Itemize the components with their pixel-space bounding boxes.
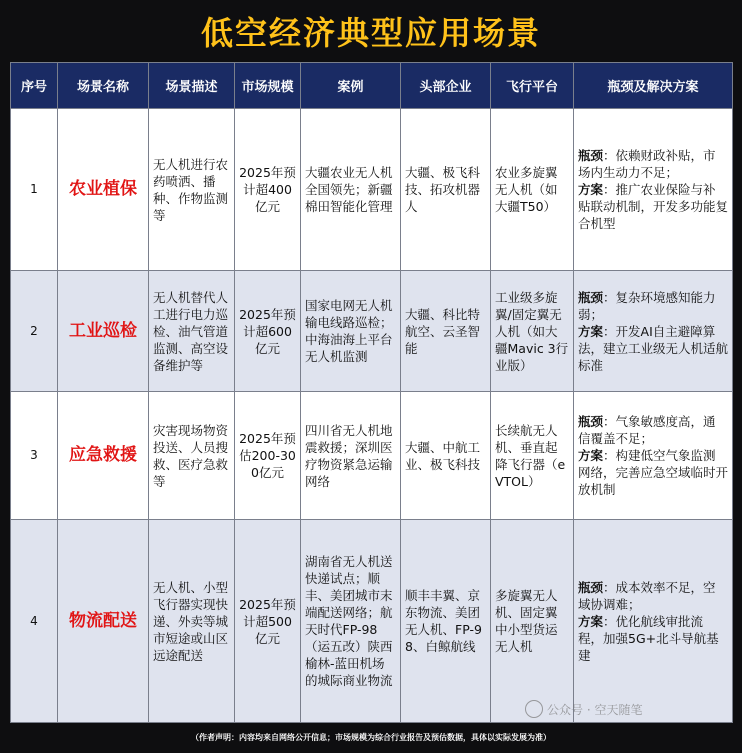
market-size: 2025年预计超500亿元 — [235, 520, 301, 723]
companies: 大疆、科比特航空、云圣智能 — [401, 271, 491, 392]
bottleneck-text: ：气象敏感度高，通信覆盖不足； — [578, 414, 716, 446]
row-index: 3 — [11, 392, 58, 520]
scenario-description: 无人机、小型飞行器实现快递、外卖等城市短途或山区远途配送 — [149, 520, 235, 723]
table-header-row — [11, 63, 733, 109]
watermark-text: 公众号 · 空天随笔 — [547, 702, 643, 717]
scenario-description: 无人机替代人工进行电力巡检、油气管道监测、高空设备维护等 — [149, 271, 235, 392]
solution-text: ：优化航线审批流程，加强5G+北斗导航基建 — [578, 613, 719, 663]
cases: 大疆农业无人机全国领先；新疆棉田智能化管理 — [301, 109, 401, 271]
flight-platform: 多旋翼无人机、固定翼中小型货运无人机 — [491, 520, 574, 723]
bottleneck-solution — [574, 520, 733, 723]
scenario-table — [10, 62, 733, 723]
bottleneck-text: ：复杂环境感知能力弱； — [578, 289, 716, 322]
bottleneck-solution — [574, 271, 733, 392]
scenario-name: 应急救援 — [58, 392, 149, 520]
bottleneck-label: 瓶颈 — [578, 579, 604, 595]
row-index: 1 — [11, 109, 58, 271]
row-index: 2 — [11, 271, 58, 392]
bottleneck-solution — [574, 392, 733, 520]
table-row — [11, 520, 733, 723]
header-market-size: 市场规模 — [235, 63, 301, 109]
companies: 大疆、中航工业、极飞科技 — [401, 392, 491, 520]
cases: 四川省无人机地震救援；深圳医疗物资紧急运输网络 — [301, 392, 401, 520]
flight-platform: 长续航无人机、垂直起降飞行器（eVTOL） — [491, 392, 574, 520]
scenario-name: 物流配送 — [58, 520, 149, 723]
solution-label: 方案 — [578, 613, 604, 629]
flight-platform: 农业多旋翼无人机（如大疆T50） — [491, 109, 574, 271]
bottleneck-solution — [574, 109, 733, 271]
table-row — [11, 271, 733, 392]
header-cases: 案例 — [301, 63, 401, 109]
companies: 顺丰丰翼、京东物流、美团无人机、FP-98、白鲸航线 — [401, 520, 491, 723]
table-row — [11, 109, 733, 271]
bottleneck-label: 瓶颈 — [578, 414, 604, 429]
page-title: 低空经济典型应用场景 — [200, 14, 541, 52]
companies: 大疆、极飞科技、拓攻机器人 — [401, 109, 491, 271]
bottleneck-text: ：成本效率不足，空域协调难； — [578, 579, 716, 612]
cases: 国家电网无人机输电线路巡检；中海油海上平台无人机监测 — [301, 271, 401, 392]
header-scenario-name: 场景名称 — [58, 63, 149, 109]
solution-text: ：开发AI自主避障算法，建立工业级无人机适航标准 — [578, 323, 729, 373]
market-size: 2025年预估200-300亿元 — [235, 392, 301, 520]
scenario-name: 工业巡检 — [58, 271, 149, 392]
solution-label: 方案 — [578, 448, 604, 463]
scenario-description: 无人机进行农药喷洒、播种、作物监测等 — [149, 109, 235, 271]
header-bottleneck-solution: 瓶颈及解决方案 — [574, 63, 733, 109]
header-platform: 飞行平台 — [491, 63, 574, 109]
flight-platform: 工业级多旋翼/固定翼无人机（如大疆Mavic 3行业版） — [491, 271, 574, 392]
footer-note: （作者声明：内容均来自网络公开信息；市场规模为综合行业报告及预估数据，具体以实际发展为准） — [191, 733, 551, 742]
solution-text: ：构建低空气象监测网络，完善应急空域临时开放机制 — [578, 448, 729, 497]
header-companies: 头部企业 — [401, 63, 491, 109]
solution-label: 方案 — [578, 323, 604, 339]
watermark — [525, 700, 642, 718]
header-index: 序号 — [11, 63, 58, 109]
bottleneck-label: 瓶颈 — [578, 289, 604, 305]
solution-text: ：推广农业保险与补贴联动机制，开发多功能复合机型 — [578, 182, 729, 231]
solution-label: 方案 — [578, 182, 604, 197]
market-size: 2025年预计超600亿元 — [235, 271, 301, 392]
scenario-name: 农业植保 — [58, 109, 149, 271]
bottleneck-label: 瓶颈 — [578, 148, 604, 163]
header-description: 场景描述 — [149, 63, 235, 109]
cases: 湖南省无人机送快递试点；顺丰、美团城市末端配送网络；航天时代FP-98（运五改）陕西榆林-蓝田机场的城际商业物流 — [301, 520, 401, 723]
table-row — [11, 392, 733, 520]
bottleneck-text: ：依赖财政补贴，市场内生动力不足； — [578, 148, 716, 180]
market-size: 2025年预计超400亿元 — [235, 109, 301, 271]
row-index: 4 — [11, 520, 58, 723]
scenario-description: 灾害现场物资投送、人员搜救、医疗急救等 — [149, 392, 235, 520]
wechat-icon — [525, 700, 543, 718]
